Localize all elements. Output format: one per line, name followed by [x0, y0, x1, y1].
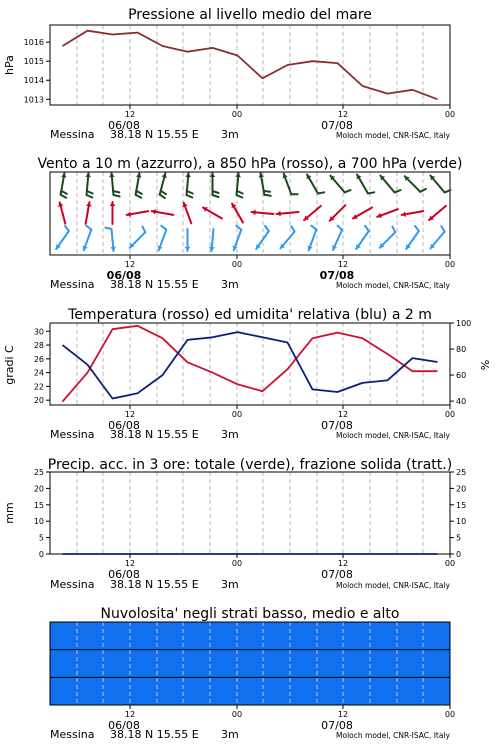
time-tick-label: 12 — [124, 559, 136, 568]
station-elevation: 3m — [221, 428, 239, 441]
cloud-cell-basso — [325, 677, 350, 705]
cloud-cell-basso — [425, 677, 450, 705]
cloud-cell-medio — [400, 650, 425, 678]
cloud-cell-alto — [125, 622, 150, 650]
wind-barb-feather — [441, 226, 444, 231]
station-coords: 38.18 N 15.55 E — [110, 128, 199, 141]
cloud-cell-basso — [200, 677, 225, 705]
y2-tick-label: 10 — [456, 517, 467, 527]
pressure-panel — [3, 7, 455, 141]
wind-barb-feather — [161, 226, 166, 230]
cloud-cell-basso — [50, 677, 75, 705]
y2-tick-label: 100 — [456, 319, 472, 328]
date-label: 07/08 — [321, 719, 353, 732]
wind-arrowhead — [210, 173, 216, 177]
wind-barb-feather — [114, 195, 120, 196]
cloud-cell-basso — [75, 677, 100, 705]
wind-arrowhead — [127, 212, 131, 218]
time-tick-label: 12 — [124, 410, 136, 419]
wind-barb-feather — [113, 191, 119, 192]
y-tick-label: 10 — [33, 517, 44, 527]
wind-barb-feather — [136, 195, 142, 198]
time-tick-label: 12 — [337, 410, 349, 419]
date-label: 07/08 — [321, 568, 353, 581]
station-coords: 38.18 N 15.55 E — [110, 728, 199, 741]
wind-barb-feather — [415, 226, 419, 231]
wind-arrowhead — [136, 173, 142, 177]
cloud-cell-basso — [350, 677, 375, 705]
cloud-cell-alto — [100, 622, 125, 650]
y-tick-label: 1013 — [23, 95, 44, 105]
cloud-cell-medio — [350, 650, 375, 678]
cloud-cell-medio — [325, 650, 350, 678]
temperature-panel — [3, 307, 492, 441]
time-tick-label: 12 — [124, 260, 136, 269]
pressure-line — [63, 31, 438, 100]
y-axis-label: % — [479, 359, 492, 371]
wind-arrowhead — [152, 209, 156, 215]
cloud-cell-basso — [400, 677, 425, 705]
cloud-cell-basso — [300, 677, 325, 705]
wind-arrowhead — [402, 212, 406, 218]
time-tick-label: 00 — [231, 410, 243, 419]
time-tick-label: 00 — [444, 110, 456, 119]
cloud-cell-alto — [50, 622, 75, 650]
wind-barb-feather — [395, 190, 401, 192]
cloud-cell-medio — [300, 650, 325, 678]
wind-arrowhead — [185, 173, 191, 177]
wind-barb-feather — [61, 191, 67, 194]
wind-arrowhead — [252, 210, 256, 216]
cloud-cell-medio — [375, 650, 400, 678]
cloud-cell-basso — [175, 677, 200, 705]
date-label: 06/08 — [108, 568, 140, 581]
wind-barb-feather — [187, 191, 193, 194]
station-name: Messina — [50, 578, 95, 591]
panel-title: Nuvolosita' negli strati basso, medio e alto — [100, 606, 400, 622]
date-label: 06/08 — [106, 269, 142, 282]
station-name: Messina — [50, 428, 95, 441]
time-tick-label: 12 — [124, 710, 136, 719]
panel-title: Temperatura (rosso) ed umidita' relativa (blu) a 2 m — [68, 307, 432, 323]
y2-tick-label: 60 — [456, 371, 467, 381]
cloud-cell-alto — [375, 622, 400, 650]
time-tick-label: 00 — [231, 110, 243, 119]
cloud-cell-basso — [225, 677, 250, 705]
cloud-cell-basso — [125, 677, 150, 705]
date-label: 07/08 — [321, 119, 353, 132]
cloud-cell-alto — [225, 622, 250, 650]
station-coords: 38.18 N 15.55 E — [110, 278, 199, 291]
cloud-cell-basso — [275, 677, 300, 705]
y-axis-label: mm — [3, 502, 16, 524]
model-credit: Moloch model, CNR-ISAC, Italy — [336, 131, 450, 140]
wind-barb-feather — [136, 191, 142, 194]
wind-barb-feather — [86, 226, 91, 230]
cloud-cell-alto — [75, 622, 100, 650]
y2-tick-label: 15 — [456, 500, 467, 510]
wind-barb-feather — [87, 191, 93, 194]
date-label: 06/08 — [108, 119, 140, 132]
wind-arrowhead — [110, 247, 116, 251]
time-tick-label: 12 — [337, 110, 349, 119]
station-elevation: 3m — [221, 278, 239, 291]
date-label: 06/08 — [108, 719, 140, 732]
cloud-cell-alto — [300, 622, 325, 650]
wind-arrowhead — [185, 247, 191, 251]
time-tick-label: 12 — [337, 260, 349, 269]
wind-barb-feather — [87, 195, 93, 198]
station-name: Messina — [50, 278, 95, 291]
y-tick-label: 20 — [33, 484, 44, 494]
panel-title: Vento a 10 m (azzurro), a 850 hPa (rosso), a 700 hPa (verde) — [37, 156, 463, 172]
y-tick-label: 0 — [38, 550, 44, 559]
y-tick-label: 5 — [38, 533, 44, 543]
cloud-cell-medio — [125, 650, 150, 678]
cloud-cell-medio — [50, 650, 75, 678]
panel-title: Precip. acc. in 3 ore: totale (verde), frazione solida (tratt.) — [47, 457, 453, 473]
wind-barb-feather — [345, 190, 351, 192]
cloud-cell-medio — [75, 650, 100, 678]
cloud-cell-basso — [100, 677, 125, 705]
wind-barb-feather — [161, 191, 166, 194]
cloud-cell-medio — [150, 650, 175, 678]
model-credit: Moloch model, CNR-ISAC, Italy — [336, 581, 450, 590]
cloud-cell-medio — [225, 650, 250, 678]
cloud-cell-basso — [150, 677, 175, 705]
wind-barb-feather — [365, 226, 369, 231]
wind-barb-feather — [264, 195, 270, 196]
station-coords: 38.18 N 15.55 E — [110, 428, 199, 441]
wind-barb-feather — [213, 195, 219, 197]
panel-frame — [50, 472, 450, 554]
wind-barb-feather — [65, 226, 69, 231]
wind-barb-feather — [237, 195, 243, 198]
cloud-cell-alto — [175, 622, 200, 650]
cloud-panel — [50, 606, 455, 741]
cloud-cell-alto — [350, 622, 375, 650]
model-credit: Moloch model, CNR-ISAC, Italy — [336, 281, 450, 290]
y-tick-label: 1016 — [23, 38, 44, 48]
station-coords: 38.18 N 15.55 E — [110, 578, 199, 591]
cloud-cell-basso — [375, 677, 400, 705]
wind-barb-feather — [105, 228, 111, 229]
wind-barb-feather — [264, 191, 270, 192]
station-name: Messina — [50, 128, 95, 141]
wind-barb-feather — [160, 195, 165, 199]
station-elevation: 3m — [221, 728, 239, 741]
time-tick-label: 00 — [231, 559, 243, 568]
cloud-cell-alto — [275, 622, 300, 650]
cloud-cell-alto — [200, 622, 225, 650]
time-tick-label: 00 — [444, 410, 456, 419]
y-tick-label: 1015 — [23, 57, 44, 67]
y-tick-label: 26 — [33, 354, 44, 364]
y2-tick-label: 25 — [456, 468, 467, 477]
station-name: Messina — [50, 728, 95, 741]
wind-panel — [37, 156, 462, 291]
wind-barb-feather — [187, 195, 193, 198]
wind-arrowhead — [85, 173, 91, 177]
y-tick-label: 22 — [33, 382, 44, 392]
wind-barb-feather — [338, 226, 343, 230]
wind-barb-feather — [318, 192, 324, 193]
wind-arrowhead — [86, 202, 92, 206]
wind-barb-feather — [368, 192, 374, 193]
cloud-cell-alto — [400, 622, 425, 650]
time-tick-label: 12 — [337, 710, 349, 719]
y2-tick-label: 5 — [456, 533, 462, 543]
wind-barb-feather — [291, 226, 294, 231]
cloud-cell-medio — [100, 650, 125, 678]
precipitation-panel — [3, 457, 466, 591]
wind-barb-feather — [142, 227, 145, 233]
wind-barb-feather — [61, 195, 67, 198]
date-label: 06/08 — [108, 419, 140, 432]
y-tick-label: 1014 — [23, 76, 44, 86]
y-tick-label: 24 — [33, 368, 44, 378]
wind-barb-feather — [420, 189, 426, 192]
y-tick-label: 20 — [33, 396, 44, 406]
y-tick-label: 30 — [33, 327, 44, 337]
y2-tick-label: 40 — [456, 397, 467, 407]
y-tick-label: 25 — [33, 468, 44, 477]
time-tick-label: 12 — [337, 559, 349, 568]
cloud-cell-medio — [425, 650, 450, 678]
y2-tick-label: 20 — [456, 484, 467, 494]
panel-frame — [50, 172, 450, 255]
date-label: 07/08 — [319, 269, 355, 282]
cloud-cell-medio — [275, 650, 300, 678]
y-axis-label: hPa — [3, 55, 16, 75]
cloud-cell-alto — [325, 622, 350, 650]
cloud-cell-alto — [425, 622, 450, 650]
wind-arrowhead — [109, 173, 115, 177]
model-credit: Moloch model, CNR-ISAC, Italy — [336, 731, 450, 740]
wind-barb-feather — [237, 191, 243, 194]
cloud-cell-medio — [200, 650, 225, 678]
date-label: 07/08 — [321, 419, 353, 432]
wind-arrowhead — [110, 202, 116, 206]
wind-barb-feather — [392, 227, 395, 233]
station-elevation: 3m — [221, 128, 239, 141]
y2-tick-label: 0 — [456, 550, 462, 559]
temperature-line — [63, 326, 438, 402]
time-tick-label: 12 — [124, 110, 136, 119]
time-tick-label: 00 — [444, 710, 456, 719]
y-tick-label: 28 — [33, 341, 44, 351]
wind-barb-feather — [265, 226, 269, 231]
time-tick-label: 00 — [444, 260, 456, 269]
wind-barb-feather — [311, 226, 316, 230]
time-tick-label: 00 — [444, 559, 456, 568]
station-elevation: 3m — [221, 578, 239, 591]
time-tick-label: 00 — [231, 260, 243, 269]
model-credit: Moloch model, CNR-ISAC, Italy — [336, 431, 450, 440]
y-tick-label: 15 — [33, 500, 44, 510]
y-axis-label: gradi C — [3, 345, 16, 385]
wind-arrowhead — [277, 211, 281, 217]
panel-title: Pressione al livello medio del mare — [128, 7, 372, 23]
y2-tick-label: 80 — [456, 345, 467, 355]
cloud-cell-medio — [175, 650, 200, 678]
cloud-cell-alto — [150, 622, 175, 650]
time-tick-label: 00 — [231, 710, 243, 719]
wind-arrowhead — [235, 173, 241, 177]
wind-arrowhead — [61, 173, 67, 177]
